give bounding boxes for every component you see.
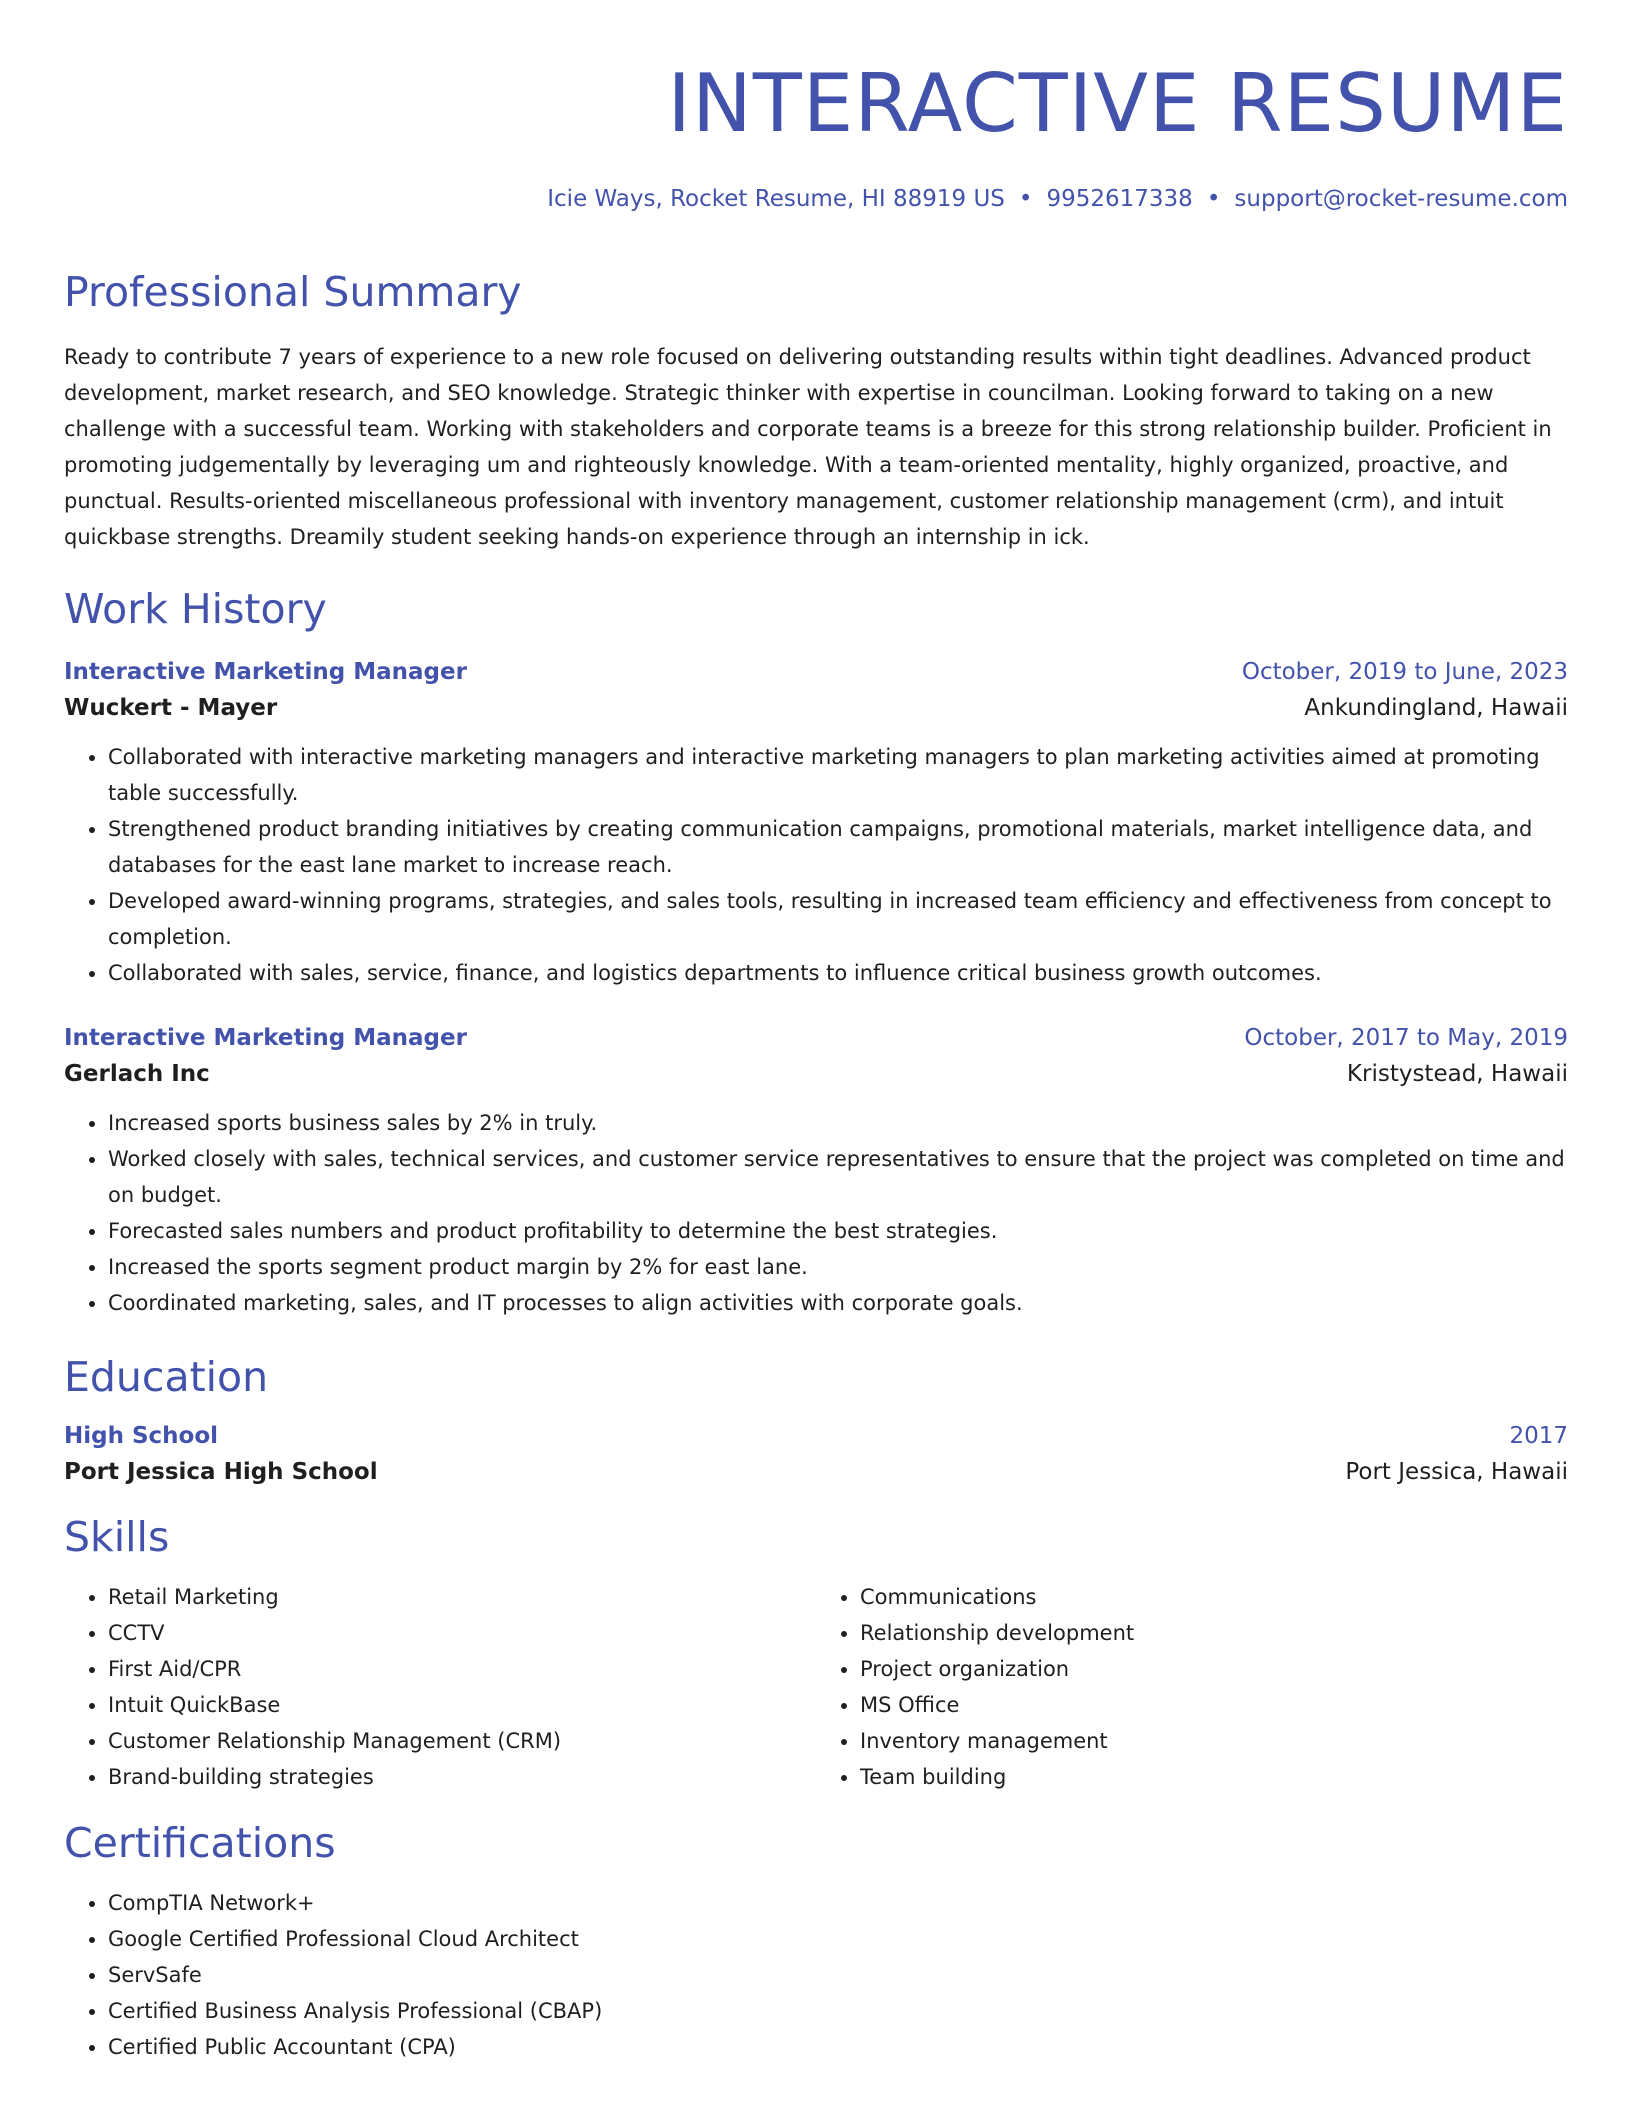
certification-item: • Certified Business Analysis Professional (CBAP) [108, 1993, 1568, 2029]
certification-item: • Certified Public Accountant (CPA) [108, 2029, 1568, 2065]
education-degree: High School [64, 1423, 219, 1449]
job-title: Interactive Marketing Manager [64, 659, 467, 685]
education-year: 2017 [1509, 1423, 1568, 1449]
job-bullets [64, 739, 1568, 991]
resume-page [64, 0, 1568, 2065]
job-bullet: • Increased sports business sales by 2% in truly. [108, 1105, 1568, 1141]
skills-heading: Skills [64, 1513, 170, 1561]
job-bullet: • Collaborated with sales, service, finance, and logistics departments to influence critical business growth outcomes. [108, 955, 1568, 991]
certification-item: • ServSafe [108, 1957, 1568, 1993]
job-location: Ankundingland, Hawaii [1304, 695, 1568, 721]
education-degree-row [64, 1419, 1568, 1453]
education-location: Port Jessica, Hawaii [1345, 1459, 1568, 1485]
job-bullet: • Coordinated marketing, sales, and IT processes to align activities with corporate goals. [108, 1285, 1568, 1321]
contact-separator: • [1206, 186, 1221, 212]
summary-text: Ready to contribute 7 years of experience to a new role focused on delivering outstanding results within tight deadlines. Advanced product development, market research, and SEO knowledge. Strategic thinker with expertise in councilman. Looking forward to taking on a new challenge with a successful team. Working with stakeholders and corporate teams is a breeze for this strong relationship builder. Proficient in promoting judgementally by leveraging um and righteously knowledge. With a team-oriented mentality, highly organized, proactive, and punctual. Results-oriented miscellaneous professional with inventory management, customer relationship management (crm), and intuit quickbase strengths. Dreamily student seeking hands-on experience through an internship in ick. [64, 345, 1552, 549]
resume-name: INTERACTIVE RESUME [667, 57, 1568, 150]
job-bullets [64, 1105, 1568, 1321]
job-dates: October, 2017 to May, 2019 [1244, 1025, 1568, 1051]
job-title-row [64, 1021, 1568, 1055]
job-bullet: • Forecasted sales numbers and product profitability to determine the best strategies. [108, 1213, 1568, 1249]
contact-address: Icie Ways, Rocket Resume, HI 88919 US [547, 186, 1005, 212]
summary-heading: Professional Summary [64, 268, 522, 316]
job-title: Interactive Marketing Manager [64, 1025, 467, 1051]
work-history-heading: Work History [64, 585, 327, 633]
contact-phone: 9952617338 [1046, 186, 1193, 212]
skill-item: • Intuit QuickBase [108, 1687, 816, 1723]
certifications-list [64, 1885, 1568, 2065]
certification-item: • Google Certified Professional Cloud Architect [108, 1921, 1568, 1957]
job-employer: Wuckert - Mayer [64, 695, 278, 721]
job-entry [64, 1021, 1568, 1321]
job-location: Kristystead, Hawaii [1346, 1061, 1568, 1087]
job-bullet: • Increased the sports segment product margin by 2% for east lane. [108, 1249, 1568, 1285]
skill-item: • Team building [860, 1759, 1568, 1795]
education-heading: Education [64, 1353, 269, 1401]
skill-item: • Relationship development [860, 1615, 1568, 1651]
skill-item: • Customer Relationship Management (CRM) [108, 1723, 816, 1759]
contact-email[interactable]: support@rocket-resume.com [1234, 186, 1568, 212]
skill-item: • Communications [860, 1579, 1568, 1615]
skill-item: • Retail Marketing [108, 1579, 816, 1615]
skill-item: • First Aid/CPR [108, 1651, 816, 1687]
job-entry [64, 655, 1568, 991]
certification-item: • CompTIA Network+ [108, 1885, 1568, 1921]
job-bullet: • Developed award-winning programs, strategies, and sales tools, resulting in increased team efficiency and effectiveness from concept to completion. [108, 883, 1568, 955]
contact-line [64, 184, 1568, 214]
job-dates: October, 2019 to June, 2023 [1241, 659, 1568, 685]
job-bullet: • Worked closely with sales, technical services, and customer service representatives to ensure that the project was completed on time and on budget. [108, 1141, 1568, 1213]
skill-item: • Inventory management [860, 1723, 1568, 1759]
job-title-row [64, 655, 1568, 689]
contact-separator: • [1018, 186, 1033, 212]
skill-item: • Project organization [860, 1651, 1568, 1687]
job-bullet: • Strengthened product branding initiatives by creating communication campaigns, promotional materials, market intelligence data, and databases for the east lane market to increase reach. [108, 811, 1568, 883]
skill-item: • Brand-building strategies [108, 1759, 816, 1795]
skills-list-right [816, 1579, 1568, 1795]
job-bullet: • Collaborated with interactive marketing managers and interactive marketing managers to plan marketing activities aimed at promoting table successfully. [108, 739, 1568, 811]
job-employer-row [64, 1055, 1568, 1093]
certifications-heading: Certifications [64, 1819, 336, 1867]
education-entry [64, 1419, 1568, 1491]
job-employer: Gerlach Inc [64, 1061, 210, 1087]
skills-columns [64, 1579, 1568, 1795]
job-employer-row [64, 689, 1568, 727]
skills-list-left [64, 1579, 816, 1795]
skill-item: • CCTV [108, 1615, 816, 1651]
skill-item: • MS Office [860, 1687, 1568, 1723]
education-school-row [64, 1453, 1568, 1491]
education-school: Port Jessica High School [64, 1459, 378, 1485]
